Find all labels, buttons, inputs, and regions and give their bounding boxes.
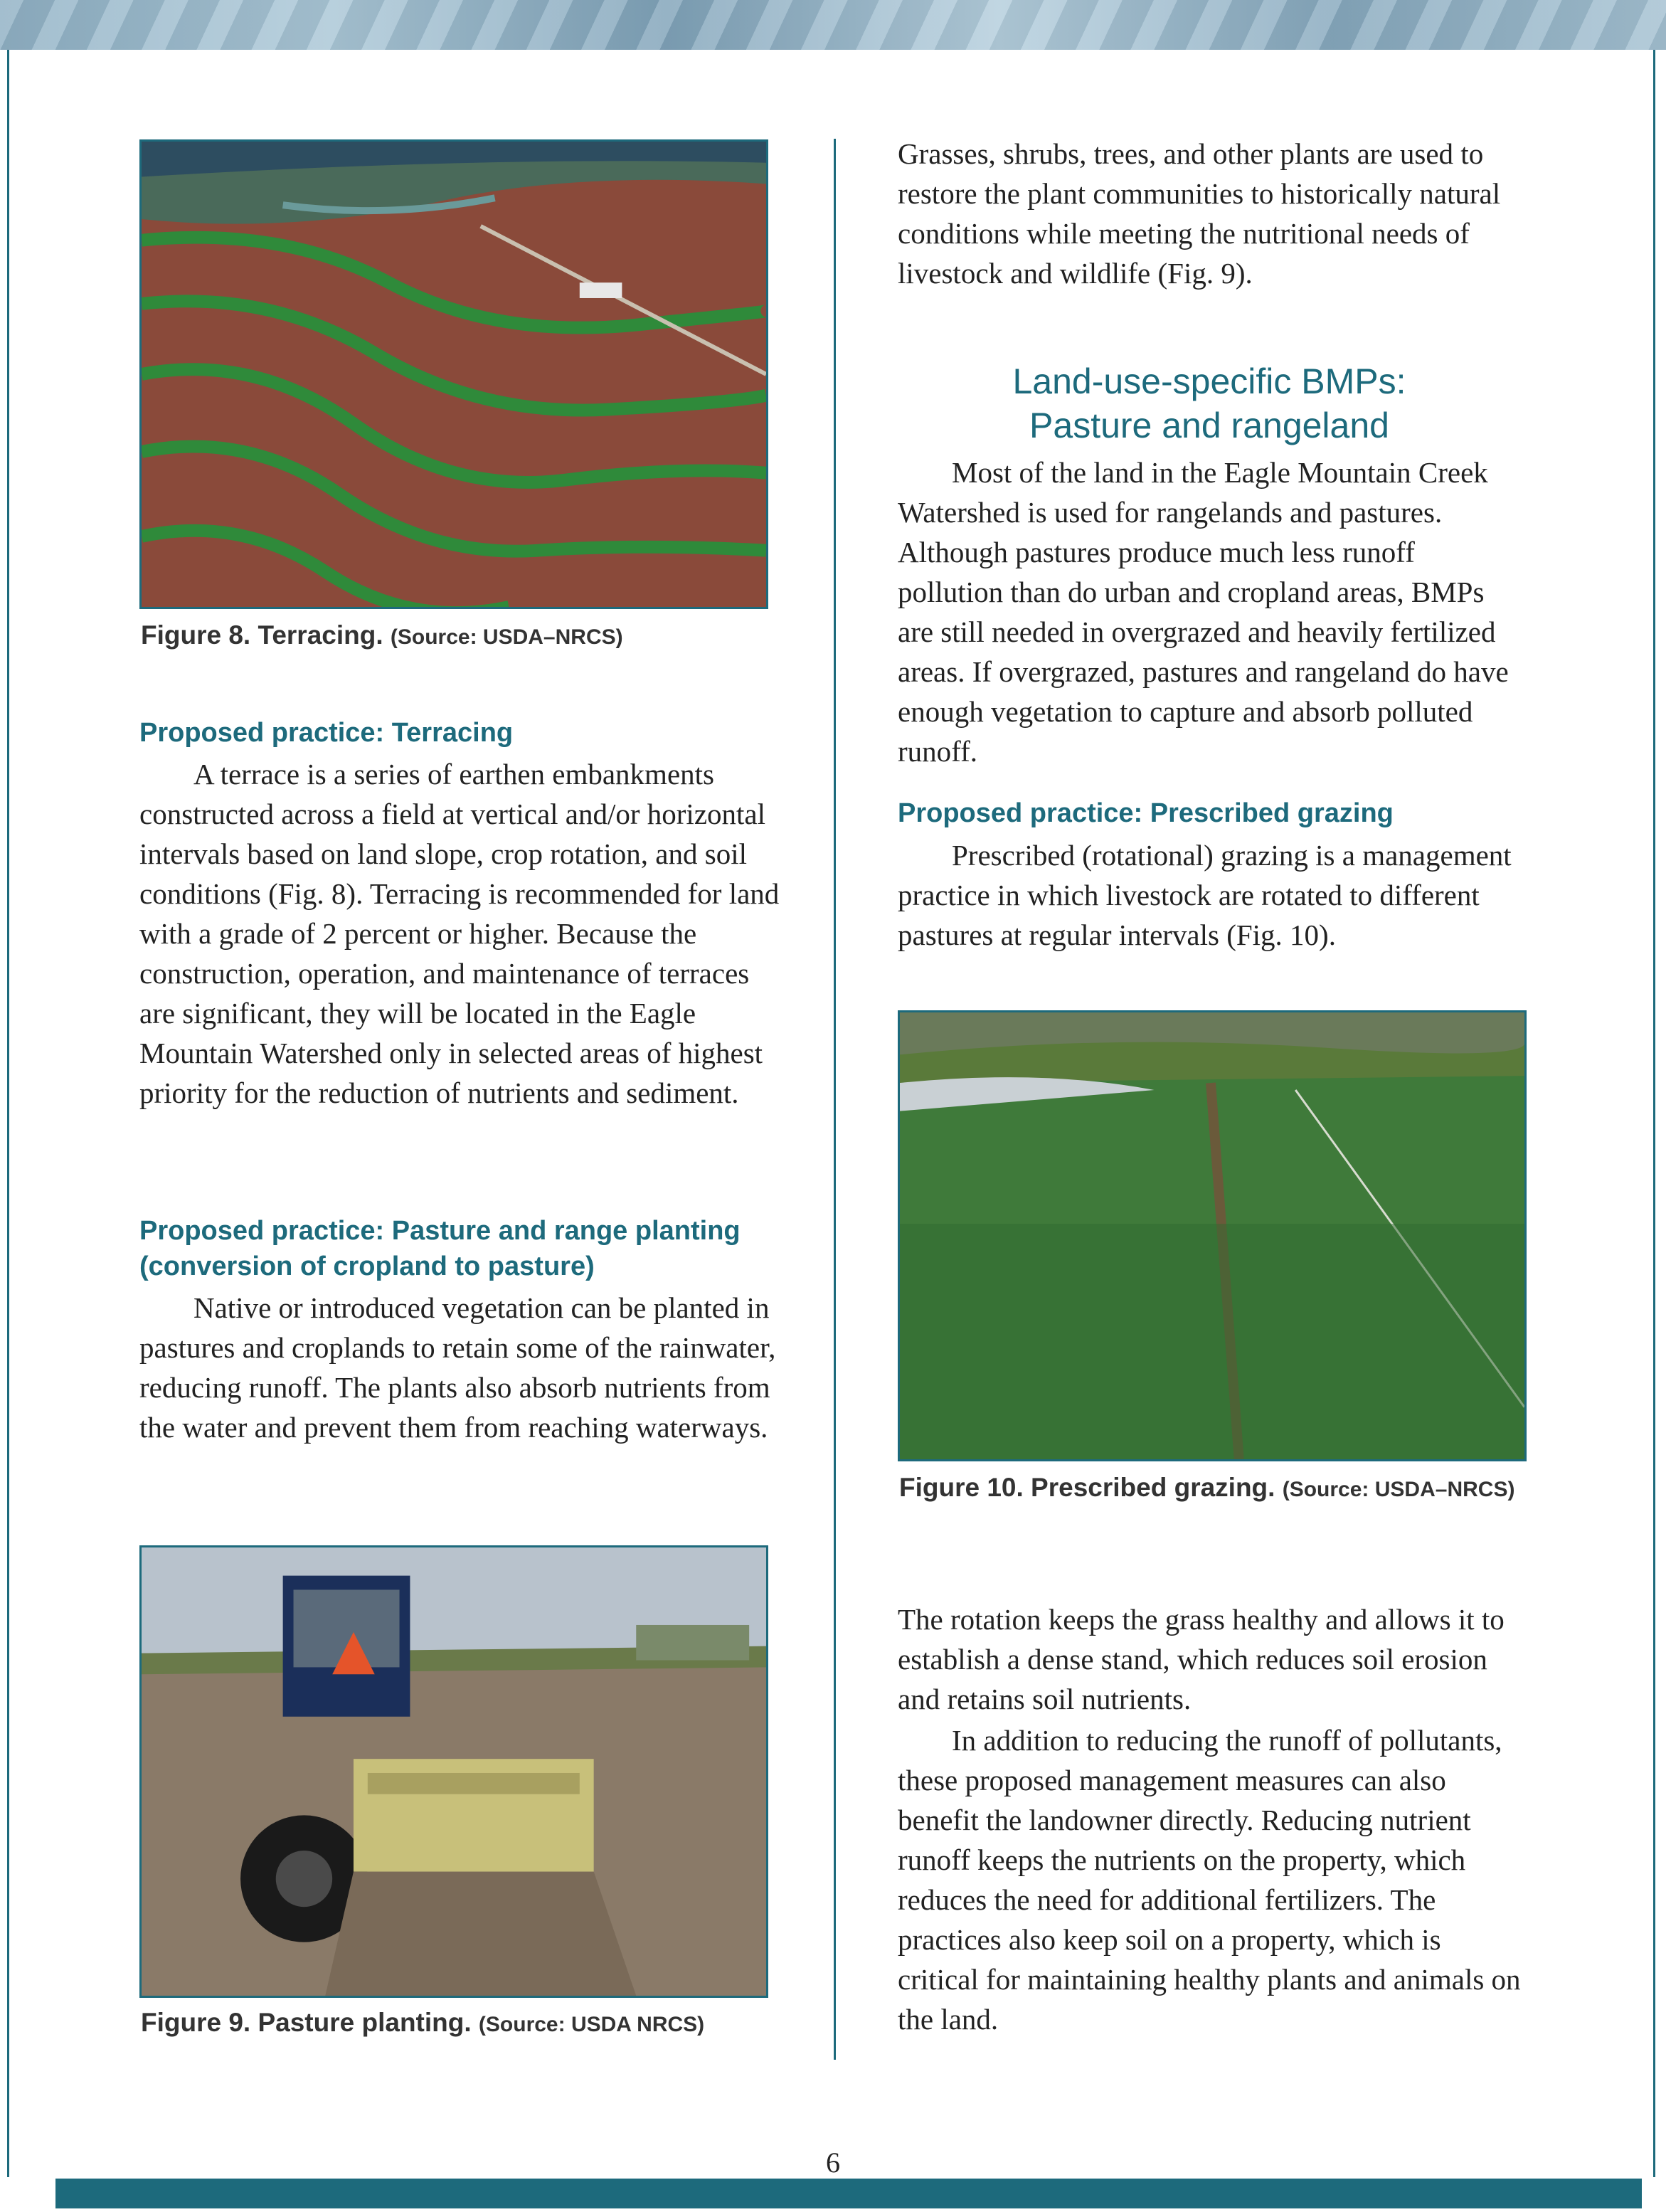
figure-10-caption	[899, 1470, 1539, 1508]
figure-8-photo	[139, 139, 768, 609]
terracing-body: A terrace is a series of earthen embankments constructed across a field at vertical and/or horizontal intervals based on land slope, crop rotation, and soil conditions (Fig. 8). Terracing is recommended for land with a grade of 2 percent or higher. Because the construction, operation, and maintenance of terraces are significant, they will be located in the Eagle Mountain Watershed only in selected areas of highest priority for the reduction of nutrients and sediment.	[139, 758, 780, 1109]
column-divider	[834, 139, 836, 2060]
footer-bar	[55, 2179, 1642, 2208]
figure-10-photo	[898, 1010, 1527, 1461]
figure-9-source: (Source: USDA NRCS)	[478, 2013, 705, 2036]
pasture-planting-heading: Proposed practice: Pasture and range planting (conversion of cropland to pasture)	[139, 1216, 741, 1281]
page-border-right	[1653, 50, 1655, 2177]
figure-9-photo	[139, 1545, 768, 1998]
intro-paragraph: Grasses, shrubs, trees, and other plants are used to restore the plant communities to historically natural conditions while meeting the nutritional needs of livestock and wildlife (Fig. 9).	[898, 137, 1501, 290]
grazing-heading: Proposed practice: Prescribed grazing	[898, 798, 1394, 828]
figure-10-title: Figure 10. Prescribed grazing.	[899, 1473, 1275, 1502]
header-band	[0, 0, 1666, 50]
section-body: Most of the land in the Eagle Mountain Creek Watershed is used for rangelands and pastures. Although pastures produce much less runoff pollution than do urban and cropland areas, BMPs are still needed in overgrazed and heavily fertilized areas. If overgrazed, pastures and rangeland do have enough vegetation to capture and absorb polluted runoff.	[898, 456, 1509, 768]
page-number: 6	[826, 2147, 840, 2179]
section-title: Land-use-specific BMPs: Pasture and rangeland	[1012, 361, 1406, 445]
figure-8-caption	[141, 618, 781, 655]
figure-9-title: Figure 9. Pasture planting.	[141, 2008, 472, 2037]
figure-10-source: (Source: USDA–NRCS)	[1282, 1478, 1515, 1501]
figure-9-caption	[141, 2005, 817, 2043]
benefits-paragraph: In addition to reducing the runoff of pollutants, these proposed management measures can also benefit the landowner directly. Reducing nutrient runoff keeps the nutrients on the property, which reduces the need for additional fertilizers. The practices also keep soil on a property, which is critical for maintaining healthy plants and animals on the land.	[898, 1724, 1521, 2036]
page-border-left	[7, 50, 9, 2177]
pasture-planting-body: Native or introduced vegetation can be planted in pastures and croplands to retain some of the rainwater, reducing runoff. The plants also absorb nutrients from the water and prevent them from reaching waterways.	[139, 1291, 776, 1444]
rotation-paragraph: The rotation keeps the grass healthy and allows it to establish a dense stand, which reduces soil erosion and retains soil nutrients.	[898, 1603, 1505, 1715]
figure-8-title: Figure 8. Terracing.	[141, 620, 383, 650]
figure-8-source: (Source: USDA–NRCS)	[390, 625, 623, 649]
grazing-body: Prescribed (rotational) grazing is a management practice in which livestock are rotated to different pastures at regular intervals (Fig. 10).	[898, 839, 1512, 951]
terracing-heading: Proposed practice: Terracing	[139, 718, 514, 748]
